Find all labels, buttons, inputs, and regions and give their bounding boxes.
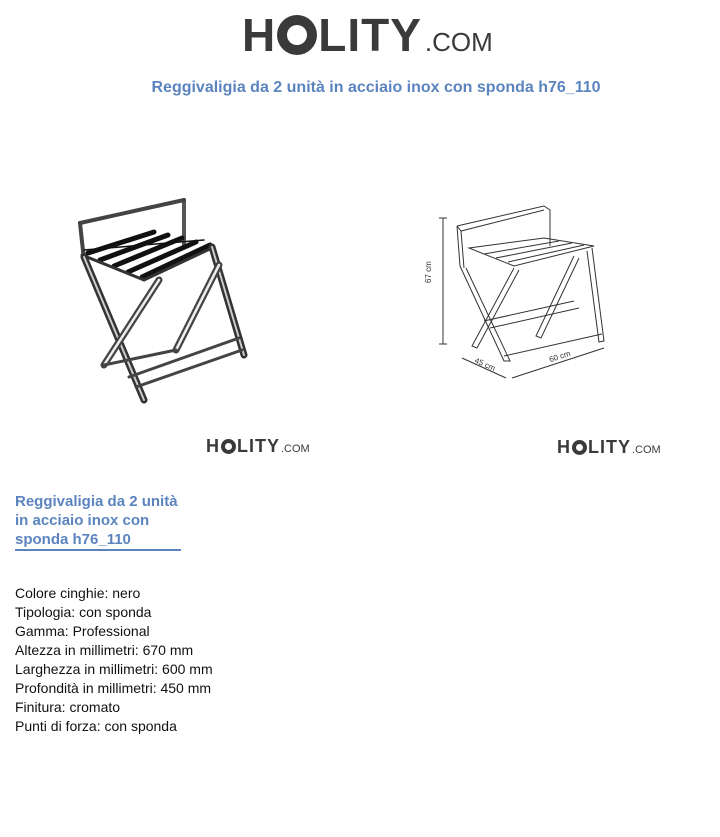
section-heading: Reggivaligia da 2 unità in acciaio inox con sponda h76_110 [15,492,181,551]
logo-text-lity: LITY [237,436,280,456]
spec-item: Finitura: cromato [15,699,121,715]
spec-item: Altezza in millimetri: 670 mm [15,642,194,658]
logo-text-h: H [206,436,220,456]
page-title: Reggivaligia da 2 unità in acciaio inox con sponda h76_110 [151,79,601,96]
logo-text-h: H [242,9,277,61]
spec-item: Tipologia: con sponda [15,604,152,620]
logo-text-h: H [557,437,571,457]
holity-logo[interactable] [242,8,493,68]
spec-item: Profondità in millimetri: 450 mm [15,680,212,696]
holity-logo-small[interactable] [557,437,661,458]
spec-list [15,584,213,736]
spec-item: Colore cinghie: nero [15,585,141,601]
spec-item: Punti di forza: con sponda [15,718,177,734]
drawing-label-height: 67 cm [424,261,433,283]
product-photo [64,185,264,410]
logo-o-icon [221,439,236,454]
logo-o-icon [572,440,587,455]
spec-item: Larghezza in millimetri: 600 mm [15,661,213,677]
spec-item: Gamma: Professional [15,623,150,639]
logo-tld: .COM [632,444,661,456]
technical-drawing [424,196,624,396]
logo-tld: .COM [424,27,493,57]
logo-text-lity: LITY [318,9,422,61]
logo-o-icon [277,15,317,55]
drawing-label-depth: 45 cm [473,355,497,374]
logo-tld: .COM [281,443,310,455]
drawing-label-width: 60 cm [548,348,572,365]
logo-text-lity: LITY [588,437,631,457]
holity-logo-small[interactable] [206,436,310,457]
